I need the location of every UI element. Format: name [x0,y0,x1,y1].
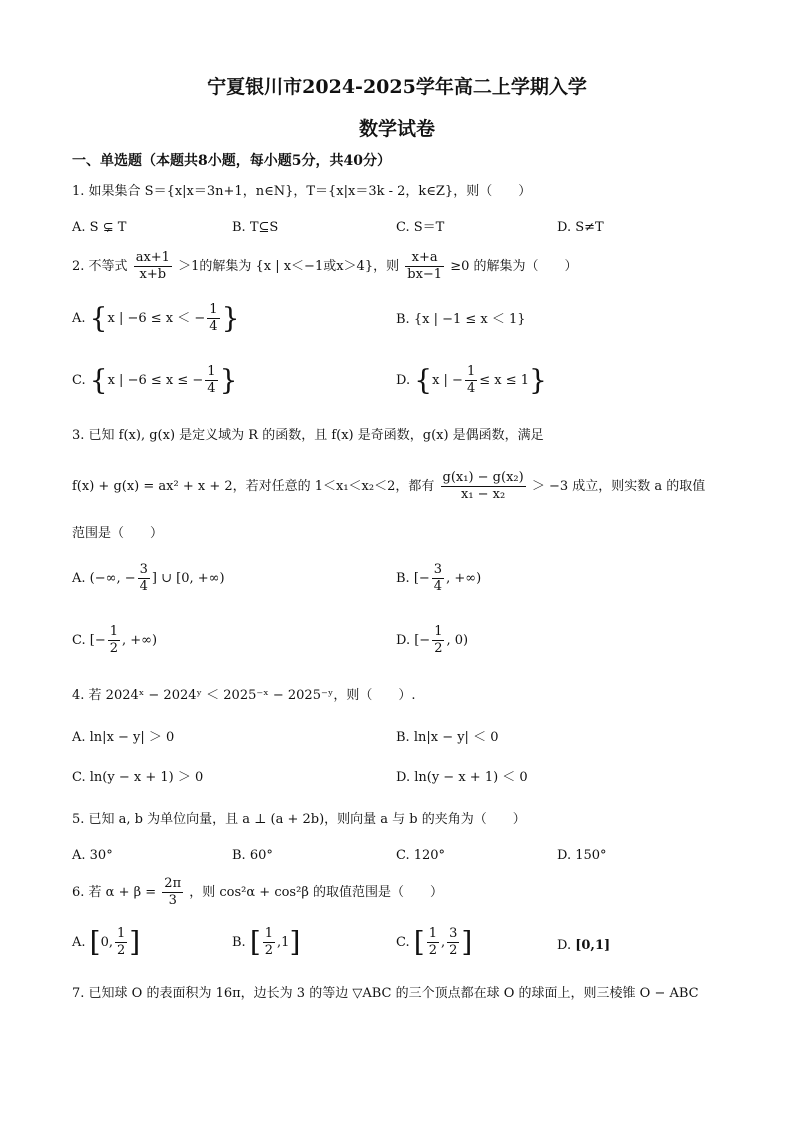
question-4-option-d: D. ln(y − x + 1) ＜ 0 [396,770,528,785]
question-3-option-a [72,562,225,595]
q2-frac1-numerator: ax+1 [135,250,170,265]
q3-fraction [441,470,526,503]
q6-option-b-label: B. [232,935,246,950]
q3-option-a-pre: (−∞, − [89,571,136,586]
q3-option-c-fraction [108,624,120,657]
fraction-numerator: 3 [449,926,458,941]
q2-option-c-text: x | −6 ≤ x ≤ − [107,373,204,388]
q6-option-d-label: D. [557,938,572,953]
question-2-option-b [396,310,526,330]
question-6-stem [72,876,443,909]
q2-option-c-fraction [205,364,217,397]
left-bracket-icon: [ [249,925,261,959]
q2-option-b-label: B. [396,312,410,327]
question-4-stem: 4. 若 2024ˣ − 2024ʸ ＜ 2025⁻ˣ − 2025⁻ʸ，则（ ）. [72,688,416,703]
q6-option-c-fraction-2 [447,926,459,959]
fraction-denominator: 2 [428,943,437,958]
fraction-denominator: 4 [466,381,476,396]
question-6-option-a [72,926,140,959]
question-1-option-c: C. S＝T [396,220,445,235]
q3-frac-numerator: g(x₁) − g(x₂) [442,470,524,485]
q2-frac2-numerator: x+a [405,250,444,267]
paper-subtitle: 数学试卷 [358,118,435,140]
fraction-numerator: 1 [209,302,218,317]
fraction-denominator: 4 [209,319,218,334]
q6-option-c-label: C. [396,935,410,950]
q2-stem-part-a: 2. 不等式 [72,259,128,274]
question-1-option-d: D. S≠T [557,220,604,235]
q2-fraction-1 [134,250,172,283]
q3-option-d-pre: [− [414,633,431,648]
right-brace-icon: } [221,301,240,335]
q6-option-c-fraction-1 [427,926,439,959]
q3-option-a-post: ] ∪ [0, +∞) [151,571,225,586]
q2-option-c-label: C. [72,373,86,388]
left-brace-icon: { [89,363,108,397]
q3-option-a-label: A. [72,571,86,586]
question-6-option-b [232,926,300,959]
left-brace-icon: { [89,301,108,335]
question-3-option-c [72,624,157,657]
q3-option-d-label: D. [396,633,411,648]
fraction-denominator: 2 [434,641,443,656]
left-bracket-icon: [ [413,925,425,959]
q2-stem-part-b: ＞1的解集为 {x | x＜−1或x＞4}，则 [178,259,400,274]
question-4-option-b: B. ln|x − y| ＜ 0 [396,730,499,745]
q6-stem-part-b: ，则 cos²α + cos²β 的取值范围是（ ） [189,885,443,900]
fraction-denominator: 4 [433,579,443,594]
question-2-option-a [72,302,239,335]
fraction-numerator: 3 [433,562,443,577]
question-2-option-d [396,364,547,397]
fraction-denominator: 2 [449,943,458,958]
fraction-denominator: 4 [139,579,148,594]
q2-frac2-denominator: bx−1 [407,267,443,282]
q2-option-d-text-a: x | − [432,373,463,388]
question-5-option-c: C. 120° [396,848,446,863]
fraction-denominator: 2 [117,943,126,958]
q3-option-d-post: , 0) [446,633,469,648]
right-bracket-icon: ] [289,925,301,959]
q3-line2-part-b: ＞ −3 成立，则实数 a 的取值 [531,479,706,494]
question-5-stem: 5. 已知 a, b 为单位向量，且 a ⊥ (a + 2b)，则向量 a 与 b 的夹角为（ ） [72,812,526,827]
question-5-option-d: D. 150° [557,848,607,863]
q6-fraction [162,876,183,909]
q3-option-b-label: B. [396,571,410,586]
question-6-option-c [396,926,472,959]
q6-option-b-fraction [263,926,275,959]
fraction-denominator: 2 [109,641,119,656]
fraction-numerator: 1 [466,364,476,379]
question-3-line-3: 范围是（ ） [72,526,164,541]
question-3-line-1: 3. 已知 f(x), g(x) 是定义域为 R 的函数，且 f(x) 是奇函数，g(x) 是偶函数，满足 [72,428,544,443]
question-5-option-a: A. 30° [72,848,113,863]
q2-fraction-2 [405,250,444,283]
fraction-numerator: 1 [428,926,437,941]
fraction-numerator: 1 [434,624,443,639]
question-7-stem: 7. 已知球 O 的表面积为 16π，边长为 3 的等边 ▽ABC 的三个顶点都在球 O 的球面上，则三棱锥 O − ABC [72,986,699,1001]
q2-option-b-text: {x | −1 ≤ x ＜ 1} [413,312,526,327]
fraction-numerator: 3 [139,562,148,577]
q3-line2-part-a: f(x) + g(x) = ax² + x + 2，若对任意的 1＜x₁＜x₂＜2，都有 [72,479,435,494]
q2-option-d-fraction [465,364,477,397]
q6-option-d-text: [0,1] [575,938,611,953]
left-brace-icon: { [414,363,433,397]
left-bracket-icon: [ [89,925,101,959]
right-brace-icon: } [219,363,238,397]
q3-option-c-label: C. [72,633,86,648]
fraction-numerator: 1 [207,364,216,379]
question-2-stem [72,250,578,283]
question-3-option-b [396,562,481,595]
right-bracket-icon: ] [129,925,141,959]
question-5-option-b: B. 60° [232,848,273,863]
q6-option-a-label: A. [72,935,86,950]
q3-frac-denominator: x₁ − x₂ [460,487,506,502]
right-bracket-icon: ] [461,925,473,959]
q6-option-a-fraction [115,926,127,959]
q2-stem-part-c: ≥0 的解集为（ ） [450,259,578,274]
question-6-option-d [557,936,610,956]
q3-option-b-post: , +∞) [446,571,482,586]
question-1-stem: 1. 如果集合 S＝{x|x＝3n+1，n∈N}，T＝{x|x＝3k - 2，k∈Z}，则（ ） [72,184,532,199]
q3-option-a-fraction [138,562,150,595]
right-brace-icon: } [529,363,547,397]
paper-title: 宁夏银川市2024-2025学年高二上学期入学 [207,76,587,98]
q2-option-a-text: x | −6 ≤ x ＜ − [107,311,206,326]
question-1-option-a: A. S ⊊ T [72,220,127,235]
question-3-line-2 [72,470,705,503]
q2-option-a-label: A. [72,311,86,326]
fraction-numerator: 1 [117,926,126,941]
fraction-denominator: 4 [207,381,216,396]
question-2-option-c [72,364,237,397]
question-4-option-a: A. ln|x − y| ＞ 0 [72,730,175,745]
section-heading: 一、单选题（本题共8小题，每小题5分，共40分） [72,153,391,169]
q2-option-d-label: D. [396,373,411,388]
q3-option-b-fraction [432,562,444,595]
q2-option-a-fraction [207,302,219,335]
question-3-option-d [396,624,468,657]
q6-stem-part-a: 6. 若 α + β = [72,885,157,900]
question-1-option-b: B. T⊆S [232,220,279,235]
q2-frac1-denominator: x+b [139,267,167,282]
q6-frac-numerator: 2π [164,876,182,891]
q3-option-c-pre: [− [89,633,106,648]
q3-option-c-post: , +∞) [122,633,158,648]
fraction-denominator: 2 [264,943,274,958]
q3-option-b-pre: [− [413,571,430,586]
q6-option-b-post: ,1 [277,935,290,950]
q3-option-d-fraction [432,624,444,657]
q6-option-a-pre: 0, [100,935,114,950]
q2-option-d-text-b: ≤ x ≤ 1 [479,373,530,388]
question-4-option-c: C. ln(y − x + 1) ＞ 0 [72,770,204,785]
fraction-numerator: 1 [264,926,274,941]
fraction-numerator: 1 [109,624,119,639]
q6-option-c-comma: , [440,935,446,950]
q6-frac-denominator: 3 [168,893,177,908]
